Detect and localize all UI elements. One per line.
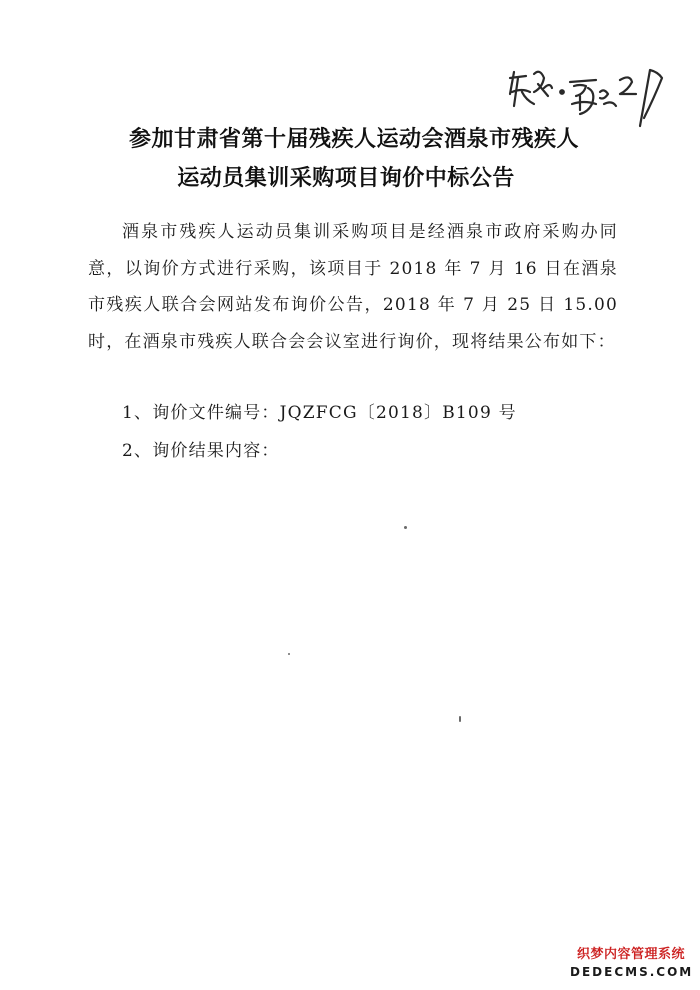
watermark-title: 织梦内容管理系统 (576, 947, 685, 962)
inquiry-result-heading: 2、询价结果内容： (122, 441, 280, 461)
notice-title-line-2: 运动员集训采购项目询价中标公告 (177, 166, 515, 191)
site-watermark (570, 946, 692, 980)
notice-title-line-1: 参加甘肃省第十届残疾人运动会酒泉市残疾人 (128, 127, 579, 152)
scan-speck (404, 526, 407, 529)
scan-speck (288, 653, 290, 655)
scan-speck (459, 716, 461, 722)
notice-body-paragraph: 酒泉市残疾人运动员集训采购项目是经酒泉市政府采购办同意，以询价方式进行采购，该项目于 2018 年 7 月 16 日在酒泉市残疾人联合会网站发布询价公告，2018 年 7 月 25 日 15.00 时，在酒泉市残疾人联合会会议室进行询价，现将结果公布如下： (88, 222, 618, 352)
watermark-domain: DEDECMS.COM (570, 965, 694, 979)
inquiry-document-number: 1、询价文件编号：JQZFCG〔2018〕B109 号 (122, 403, 517, 423)
